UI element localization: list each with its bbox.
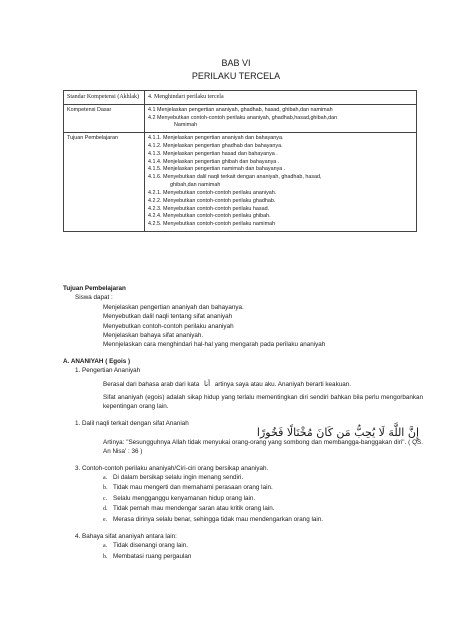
table-row <box>64 104 417 132</box>
tp-item: 4.2.4. Menyebutkan contoh-contoh perilaku ghibah. <box>148 213 271 220</box>
table-row <box>64 91 417 105</box>
table-row <box>64 133 417 232</box>
chapter-number: BAB VI <box>221 58 251 68</box>
list-item: Menjelaskan bahaya sifat ananiyah. <box>103 332 204 340</box>
kd-item: 4.2 Menyebutkan contoh-contoh perilaku ananiyah, ghadhab,hasad,ghibah,dan <box>148 114 338 121</box>
tp-item: ghibah,dan namimah <box>170 182 221 189</box>
list-item: d. Tidak pernah mau mendengar saran atau kritik orang lain. <box>103 505 275 513</box>
tp-cell <box>145 133 417 232</box>
list-item: c. Selalu mengganggu kenyamanan hidup orang lain. <box>103 494 256 502</box>
list-item: Menjelaskan pengertian ananiyah dan bahayanya. <box>103 303 244 311</box>
list-item: e. Merasa dirinya selalu benar, sehingga tidak mau mendengarkan orang lain. <box>103 515 324 523</box>
definition-paragraph: Sifat ananiyah (egois) adalah sikap hidup yang terlalu mementingkan diri sendiri bahkan bila perlu mengorbankan kepentingan orang lain. <box>103 394 423 411</box>
subsection-title: 1. Dalil naqli terkait dengan sifat Ananiah <box>75 419 189 427</box>
arabic-verse: إِنَّ اللَّهَ لَا يُحِبُّ مَن كَانَ مُخْتَالًا فَخُورًا <box>256 426 419 440</box>
list-item: b. Tidak mau mengerti dan memahami perasaan orang lain. <box>103 484 273 492</box>
document-body <box>63 284 423 562</box>
kd-cell <box>145 104 417 132</box>
tp-item: 4.2.2. Menyebutkan contoh-contoh perilaku ghadhab. <box>148 197 276 204</box>
tp-label: Tujuan Pembelajaran <box>64 133 145 232</box>
tp-item: 4.1.1. Menjelaskan pengertian ananiyah dan bahayanya. <box>148 135 284 142</box>
list-item: a. Di dalam bersikap selalu ingin menang sendiri. <box>103 473 244 481</box>
tp-item: 4.1.3. Menjelaskan pengertian hasad dan bahayanya . <box>148 150 278 157</box>
subsection-title: 1. Pengertian Ananiyah <box>75 367 141 375</box>
verse-translation: Artinya: "Sesungguhnya Allah tidak menyukai orang-orang yang sombong dan membangga-banggakan diri". ( QS. An Nisa' : 36 ) <box>103 438 423 456</box>
tujuan-heading: Tujuan Pembelajaran <box>63 285 126 292</box>
tp-item: 4.1.6. Menyebutkan dalil naqli terkait dengan ananiyah, ghadhab, hasad, <box>148 174 322 181</box>
tp-item: 4.2.5. Menyebutkan contoh-contoh perilaku namimah <box>148 221 276 228</box>
list-item: Menyebutkan contoh-contoh perilaku ananiyah <box>103 322 234 330</box>
competency-table <box>63 90 417 232</box>
section-heading: A. ANANIYAH ( Egois ) <box>63 357 131 365</box>
tp-item: 4.2.3. Menyebutkan contoh-contoh perilaku hasad. <box>148 205 270 212</box>
list-item: Mennjelaskan cara menghindari hal-hal yang mengarah pada perilaku ananiyah <box>103 341 326 349</box>
arabic-word: أنا <box>204 379 211 388</box>
tp-item: 4.1.4. Menjelaskan pengertian ghibah dan bahayanya . <box>148 158 280 165</box>
tp-item: 4.1.2. Menjelaskan pengertian ghadhab dan bahayanya. <box>148 143 283 149</box>
kd-item: 4.1 Menjelaskan pengertian ananiyah, ghadhab, hasad, ghibah,dan namimah <box>148 106 333 113</box>
subsection-title: 4. Bahaya sifat ananiyah antara lain: <box>75 532 177 540</box>
list-item: Menyebutkan dalil naqli tentang sifat ananiyah <box>103 313 233 321</box>
chapter-title: PERILAKU TERCELA <box>191 71 281 81</box>
tp-item: 4.1.5. Menjelaskan pengertian namimah dan bahayanya . <box>148 166 286 173</box>
definition-paragraph: Berasal dari bahasa arab dari kata أنا artinya saya atau aku. Ananiyah berarti keakuan. <box>103 379 351 388</box>
list-item: a. Tidak disenangi orang lain. <box>103 542 189 550</box>
tp-item: 4.2.1. Menyebutkan contoh-contoh perilaku ananiyah. <box>148 189 277 196</box>
standar-value: 4. Menghindari perilaku tercela <box>145 91 417 105</box>
standar-label: Standar Kompetensi (Akhlak) <box>64 91 145 105</box>
kd-item: Namimah <box>174 122 198 129</box>
kd-label: Kompetensi Dasar <box>64 104 145 132</box>
tujuan-intro: Siswa dapat : <box>75 294 113 302</box>
subsection-title: 3. Contoh-contoh perilaku ananiyah/Ciri-ciri orang bersikap ananiyah. <box>75 464 269 472</box>
list-item: b. Membatasi ruang pergaulan <box>103 552 192 560</box>
